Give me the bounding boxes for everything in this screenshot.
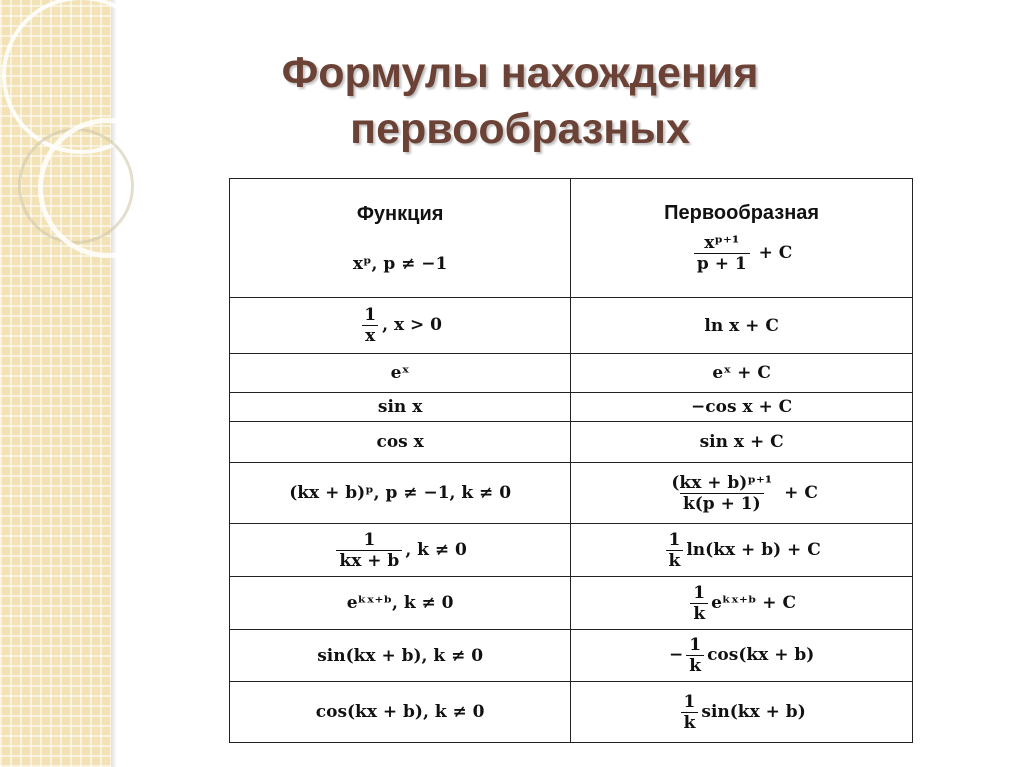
header-function: Функция <box>356 202 444 225</box>
function-cell <box>230 393 571 422</box>
table-row <box>230 577 913 630</box>
fraction-denominator: k(p + 1) <box>680 493 764 514</box>
table-row <box>230 630 913 682</box>
antiderivative-formula: sin(kx + b) <box>701 701 806 722</box>
fraction-numerator: 1 <box>689 635 702 655</box>
antiderivative-formula: + C <box>758 243 793 263</box>
function-formula: eᵏˣ⁺ᵇ, k ≠ 0 <box>346 593 454 613</box>
function-formula: sin x <box>377 397 423 417</box>
antiderivative-cell <box>571 354 913 393</box>
fraction-denominator: x <box>362 325 378 346</box>
function-cell <box>230 682 571 743</box>
antiderivative-formula: sin x + C <box>699 432 784 452</box>
function-cell <box>230 298 571 354</box>
antiderivative-formula: −cos x + C <box>691 397 793 417</box>
fraction-numerator: 1 <box>363 529 376 550</box>
antiderivative-formula: ln x + C <box>704 315 779 336</box>
function-formula: xᵖ, p ≠ −1 <box>352 253 448 274</box>
fraction-numerator: (kx + b)ᵖ⁺¹ <box>671 472 773 493</box>
fraction <box>686 635 704 676</box>
fraction <box>361 305 379 346</box>
table-row <box>230 463 913 524</box>
antiderivative-cell <box>571 463 913 524</box>
fraction <box>694 233 750 274</box>
function-formula: cos(kx + b), k ≠ 0 <box>315 702 485 722</box>
slide-title-line-2: первообразных <box>350 105 690 153</box>
fraction <box>681 692 699 733</box>
function-cell <box>230 524 571 577</box>
fraction-numerator: 1 <box>693 582 706 603</box>
function-formula: eˣ <box>390 363 410 383</box>
table-row <box>230 682 913 743</box>
function-cell <box>230 463 571 524</box>
fraction-denominator: k <box>686 655 704 676</box>
fraction-numerator: 1 <box>668 529 681 550</box>
fraction-denominator: p + 1 <box>694 253 750 274</box>
fraction-denominator: k <box>666 550 684 571</box>
function-cell <box>230 179 571 298</box>
table-row <box>230 354 913 393</box>
antiderivative-formula: eᵏˣ⁺ᵇ + C <box>711 592 796 613</box>
fraction-numerator: 1 <box>683 691 696 712</box>
function-cell <box>230 354 571 393</box>
fraction <box>690 583 708 624</box>
function-formula: cos x <box>376 432 424 452</box>
antiderivative-formula: + C <box>784 482 818 503</box>
antiderivative-cell <box>571 298 913 354</box>
function-formula: , k ≠ 0 <box>405 539 467 560</box>
antiderivative-cell <box>571 577 913 630</box>
header-antiderivative: Первообразная <box>664 202 820 224</box>
function-formula: sin(kx + b), k ≠ 0 <box>317 645 484 666</box>
table-row <box>230 393 913 422</box>
table-row <box>230 422 913 463</box>
antiderivative-cell <box>571 682 913 743</box>
table-row <box>230 298 913 354</box>
fraction <box>668 473 775 514</box>
fraction-numerator: xᵖ⁺¹ <box>704 233 740 253</box>
function-formula: , x > 0 <box>382 315 442 335</box>
function-cell <box>230 630 571 682</box>
slide-title-line-1: Формулы нахождения <box>281 49 759 97</box>
minus-sign: − <box>668 645 684 665</box>
antiderivative-cell <box>571 524 913 577</box>
fraction <box>666 530 684 571</box>
fraction-denominator: k <box>690 603 708 624</box>
fraction <box>336 530 402 571</box>
antiderivative-cell <box>571 422 913 463</box>
fraction-denominator: k <box>681 712 699 733</box>
antiderivative-formula: cos(kx + b) <box>707 645 815 665</box>
fraction-numerator: 1 <box>364 305 377 325</box>
antiderivative-table <box>229 178 913 743</box>
table-row <box>230 524 913 577</box>
antiderivative-formula: eˣ + C <box>712 363 771 383</box>
antiderivative-cell <box>571 179 913 298</box>
table-row <box>230 179 913 298</box>
antiderivative-cell <box>571 630 913 682</box>
function-cell <box>230 577 571 630</box>
function-formula: (kx + b)ᵖ, p ≠ −1, k ≠ 0 <box>289 483 512 503</box>
antiderivative-formula: ln(kx + b) + C <box>686 539 821 560</box>
fraction-denominator: kx + b <box>336 550 402 571</box>
function-cell <box>230 422 571 463</box>
antiderivative-cell <box>571 393 913 422</box>
